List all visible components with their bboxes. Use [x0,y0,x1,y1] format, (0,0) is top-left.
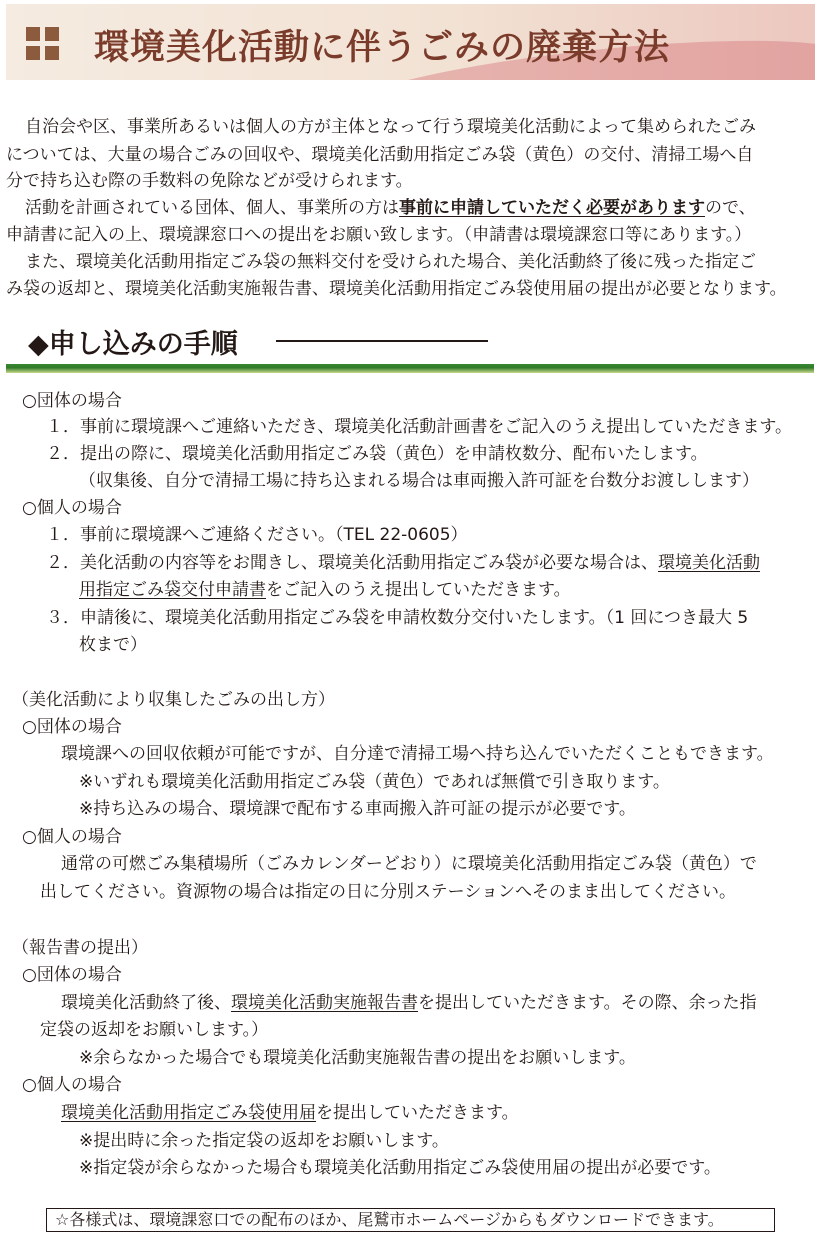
intro-line: 自治会や区、事業所あるいは個人の方が主体となって行う環境美化活動によって集められたごみ [25,117,756,137]
disposal-text: 通常の可燃ごみ集積場所（ごみカレンダーどおり）に環境美化活動用指定ごみ袋（黄色）で [61,854,757,874]
report-text-part: 環境美化活動終了後、 [61,993,231,1013]
procedure-item [46,552,760,574]
report-text [61,992,757,1014]
notice-box [46,1208,775,1232]
disposal-heading: （美化活動により収集したごみの出し方） [12,690,335,710]
procedure-item-cont [79,579,571,601]
title-banner [6,4,815,80]
individual-label: ○個人の場合 [22,1075,122,1095]
application-form-link: 用指定ごみ袋交付申請書 [79,580,266,600]
report-heading: （報告書の提出） [12,938,148,958]
disposal-note: ※いずれも環境美化活動用指定ごみ袋（黄色）であれば無償で引き取ります。 [79,772,670,792]
report-text-part: を提出していただきます。 [316,1103,519,1123]
report-text: 定袋の返却をお願いします。） [40,1020,269,1040]
intro-line: 申請書に記入の上、環境課窓口への提出をお願い致します。（申請書は環境課窓口等にあります。） [6,225,752,245]
intro-text: ので、 [705,198,756,218]
disposal-note: ※持ち込みの場合、環境課で配布する車両搬入許可証の提示が必要です。 [79,799,636,819]
intro-text: 活動を計画されている団体、個人、事業所の方は [25,198,399,218]
required-application-emphasis: 事前に申請していただく必要があります [399,198,705,218]
procedure-note: （収集後、自分で清掃工場に持ち込まれる場合は車両搬入許可証を台数分お渡しします） [79,471,759,491]
group-label: ○団体の場合 [22,965,122,985]
procedure-item: １．事前に環境課へご連絡いただき、環境美化活動計画書をご記入のうえ提出していただきます。 [46,417,792,437]
report-text-part: を提出していただきます。その際、余った指 [418,993,757,1013]
intro-line: また、環境美化活動用指定ごみ袋の無料交付を受けられた場合、美化活動終了後に残った指定ご [25,252,756,272]
section-rule [276,340,488,342]
report-note: ※提出時に余った指定袋の返却をお願いします。 [79,1131,449,1151]
report-note: ※指定袋が余らなかった場合も環境美化活動用指定ごみ袋使用届の提出が必要です。 [79,1158,721,1178]
procedure-item: ３．申請後に、環境美化活動用指定ごみ袋を申請枚数分交付いたします。（1 回につき最大 5 [46,608,749,628]
grid-squares-icon [26,27,60,61]
procedure-item: １．事前に環境課へご連絡ください。（TEL 22-0605） [46,525,468,545]
page-title: 環境美化活動に伴うごみの廃棄方法 [94,28,671,68]
report-note: ※余らなかった場合でも環境美化活動実施報告書の提出をお願いします。 [79,1048,636,1068]
green-divider [6,364,814,373]
procedure-text: ２．美化活動の内容等をお聞きし、環境美化活動用指定ごみ袋が必要な場合は、 [46,553,658,573]
intro-line-emphasis [25,197,756,219]
intro-line: については、大量の場合ごみの回収や、環境美化活動用指定ごみ袋（黄色）の交付、清掃工場へ自 [6,145,754,165]
report-text [61,1102,519,1124]
intro-line: み袋の返却と、環境美化活動実施報告書、環境美化活動用指定ごみ袋使用届の提出が必要となります。 [6,279,787,299]
section-title: ◆申し込みの手順 [28,329,238,360]
activity-report-link: 環境美化活動実施報告書 [231,993,418,1013]
application-form-link: 環境美化活動 [658,553,760,573]
individual-label: ○個人の場合 [22,498,122,518]
disposal-text: 出してください。資源物の場合は指定の日に分別ステーションへそのまま出してください。 [40,882,736,902]
individual-label: ○個人の場合 [22,827,122,847]
group-label: ○団体の場合 [22,717,122,737]
notice-text: ☆各様式は、環境課窓口での配布のほか、尾鷲市ホームページからもダウンロードできます。 [55,1210,724,1229]
group-label: ○団体の場合 [22,391,122,411]
procedure-item-cont: 枚まで） [79,635,147,655]
procedure-item: ２．提出の際に、環境美化活動用指定ごみ袋（黄色）を申請枚数分、配布いたします。 [46,444,708,464]
intro-line: 分で持ち込む際の手数料の免除などが受けられます。 [6,171,413,191]
procedure-text: をご記入のうえ提出していただきます。 [266,580,571,600]
disposal-text: 環境課への回収依頼が可能ですが、自分達で清掃工場へ持ち込んでいただくこともできます。 [61,744,774,764]
bag-usage-report-link: 環境美化活動用指定ごみ袋使用届 [61,1103,316,1123]
